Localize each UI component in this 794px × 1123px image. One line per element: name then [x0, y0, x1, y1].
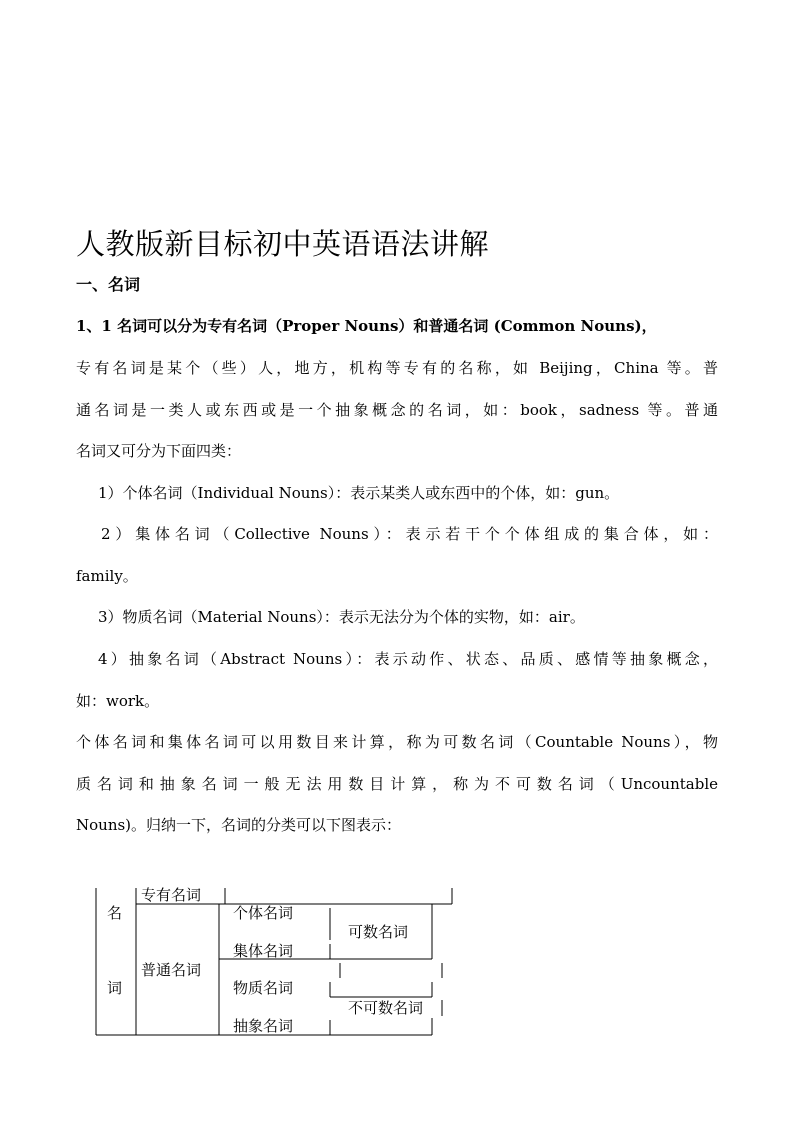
diagram-countable-nouns: 可数名词 — [348, 923, 409, 941]
paragraph-line: Nouns)。归纳一下，名词的分类可以下图表示： — [76, 816, 402, 834]
subheading: 1、1 名词可以分为专有名词（Proper Nouns）和普通名词 (Common Nouns)， — [76, 317, 657, 335]
section-heading: 一、名词 — [76, 275, 141, 294]
diagram-abstract-nouns: 抽象名词 — [233, 1017, 294, 1035]
diagram-uncountable-nouns: 不可数名词 — [348, 999, 424, 1017]
list-item-continuation: family。 — [76, 567, 138, 585]
diagram-material-nouns: 物质名词 — [233, 979, 294, 997]
list-item: 1）个体名词（Individual Nouns）：表示某类人或东西中的个体，如：gun。 — [98, 484, 620, 502]
paragraph-line: 名词又可分为下面四类： — [76, 442, 242, 460]
diagram-common-nouns: 普通名词 — [141, 961, 202, 979]
diagram-noun-char: 名 — [107, 904, 123, 922]
noun-classification-diagram — [88, 880, 468, 1040]
diagram-individual-nouns: 个体名词 — [233, 904, 294, 922]
paragraph-line: 个体名词和集体名词可以用数目来计算，称为可数名词（Countable Nouns），物 — [76, 733, 718, 751]
list-item: 4）抽象名词（Abstract Nouns）：表示动作、状态、品质、感情等抽象概念， — [98, 650, 718, 668]
diagram-proper-nouns: 专有名词 — [141, 886, 202, 904]
list-item: 3）物质名词（Material Nouns）：表示无法分为个体的实物，如：air。 — [98, 608, 585, 626]
diagram-noun-char: 词 — [107, 979, 123, 997]
diagram-collective-nouns: 集体名词 — [233, 942, 294, 960]
paragraph-line: 专有名词是某个（些）人，地方，机构等专有的名称，如 Beijing，China 等。普 — [76, 359, 718, 377]
paragraph-line: 质名词和抽象名词一般无法用数目计算，称为不可数名词（Uncountable — [76, 775, 718, 793]
list-item: 2）集体名词（Collective Nouns）：表示若干个个体组成的集合体，如： — [101, 525, 718, 543]
document-title: 人教版新目标初中英语语法讲解 — [76, 227, 490, 261]
paragraph-line: 通名词是一类人或东西或是一个抽象概念的名词，如：book，sadness 等。普通 — [76, 401, 718, 419]
list-item-continuation: 如：work。 — [76, 692, 160, 710]
